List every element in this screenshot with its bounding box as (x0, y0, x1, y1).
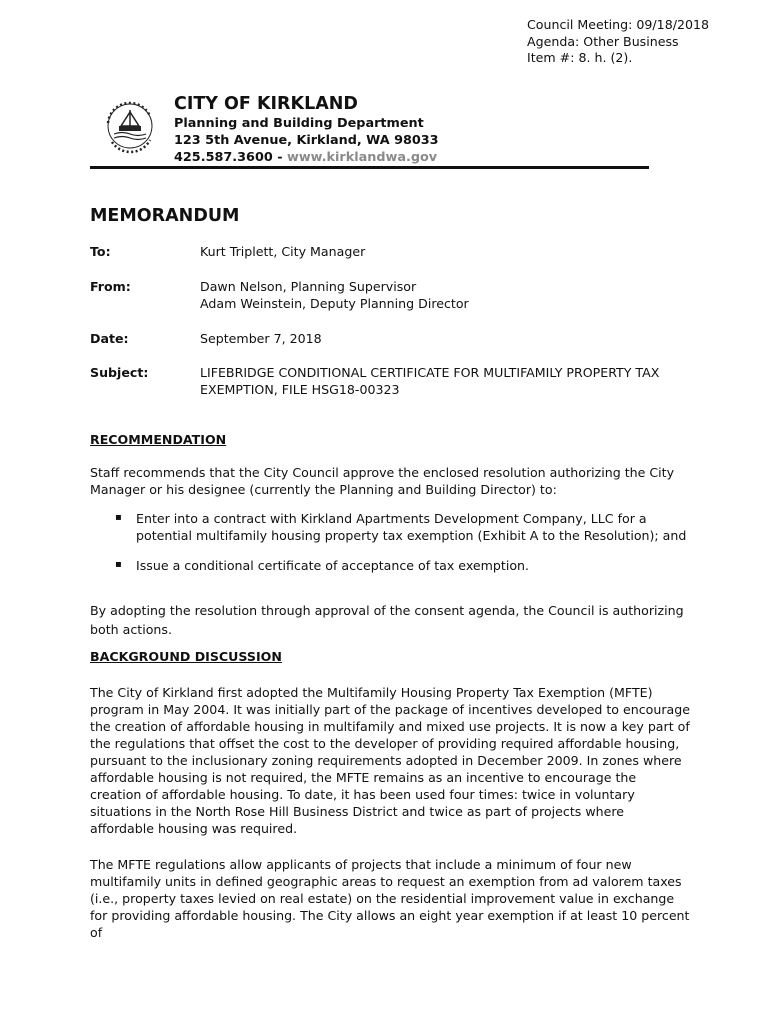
recommendation-closing: By adopting the resolution through approval of the consent agenda, the Council is authorizing both actions. (90, 603, 684, 637)
memo-to-value: Kurt Triplett, City Manager (200, 244, 366, 259)
recommendation-bullet-1: Enter into a contract with Kirkland Apartments Development Company, LLC for a potential multifamily housing property tax exemption (Exhibit A to the Resolution); and (136, 511, 687, 543)
memo-date-value: September 7, 2018 (200, 331, 322, 346)
org-contact (174, 149, 439, 166)
memo-to-label: To: (90, 244, 111, 259)
bullet-marker: ▪ (115, 559, 122, 570)
org-department: Planning and Building Department (174, 116, 424, 131)
header-rule (90, 166, 649, 169)
org-header (174, 93, 439, 166)
recommendation-bullet-2: Issue a conditional certificate of acceptance of tax exemption. (136, 558, 530, 573)
memo-from-line-1: Dawn Nelson, Planning Supervisor (200, 279, 417, 294)
memo-from-line-2: Adam Weinstein, Deputy Planning Director (200, 296, 469, 311)
memo-from-value (200, 278, 690, 312)
org-city-name: CITY OF KIRKLAND (174, 94, 358, 114)
background-heading: BACKGROUND DISCUSSION (90, 649, 282, 664)
recommendation-heading: RECOMMENDATION (90, 432, 227, 447)
meeting-info (527, 17, 709, 67)
org-phone: 425.587.3600 - (174, 150, 287, 165)
background-paragraph-2: The MFTE regulations allow applicants of projects that include a minimum of four new multifamily units in defined geographic areas to request an exemption from ad valorem taxes (i.e., property taxes levied on real estate) on the residential improvement value in exchange for providing affordable housing. The City allows an eight year exemption if at least 10 percent of (90, 857, 690, 940)
meeting-item: Item #: 8. h. (2). (527, 50, 633, 65)
recommendation-intro: Staff recommends that the City Council approve the enclosed resolution authorizing the City Manager or his designee (currently the Planning and Building Director) to: (90, 465, 675, 497)
memo-title: MEMORANDUM (90, 206, 240, 226)
memo-date-label: Date: (90, 331, 129, 346)
meeting-agenda: Agenda: Other Business (527, 33, 679, 49)
background-paragraph-1: The City of Kirkland first adopted the Multifamily Housing Property Tax Exemption (MFTE) program in May 2004. It was initially part of the package of incentives developed to encourage the creation of affordable housing in multifamily and mixed use projects. It is now a key part of the regulations that offset the cost to the developer of providing required affordable housing, pursuant to the inclusionary zoning requirements adopted in December 2009. In zones where affordable housing is not required, the MFTE remains as an incentive to encourage the creation of affordable housing. To date, it has been used four times: twice in voluntary situations in the North Rose Hill Business District and twice as part of projects where affordable housing was required. (90, 685, 690, 836)
memo-from-label: From: (90, 279, 131, 294)
meeting-date: Council Meeting: 09/18/2018 (527, 17, 709, 32)
org-website-link[interactable]: www.kirklandwa.gov (287, 150, 438, 165)
org-address: 123 5th Avenue, Kirkland, WA 98033 (174, 133, 439, 148)
bullet-marker: ▪ (115, 512, 122, 523)
memo-subject-value: LIFEBRIDGE CONDITIONAL CERTIFICATE FOR MULTIFAMILY PROPERTY TAX EXEMPTION, FILE HSG18-00323 (200, 365, 660, 397)
city-of-kirkland-seal-icon (100, 96, 160, 156)
memo-subject-label: Subject: (90, 365, 149, 380)
